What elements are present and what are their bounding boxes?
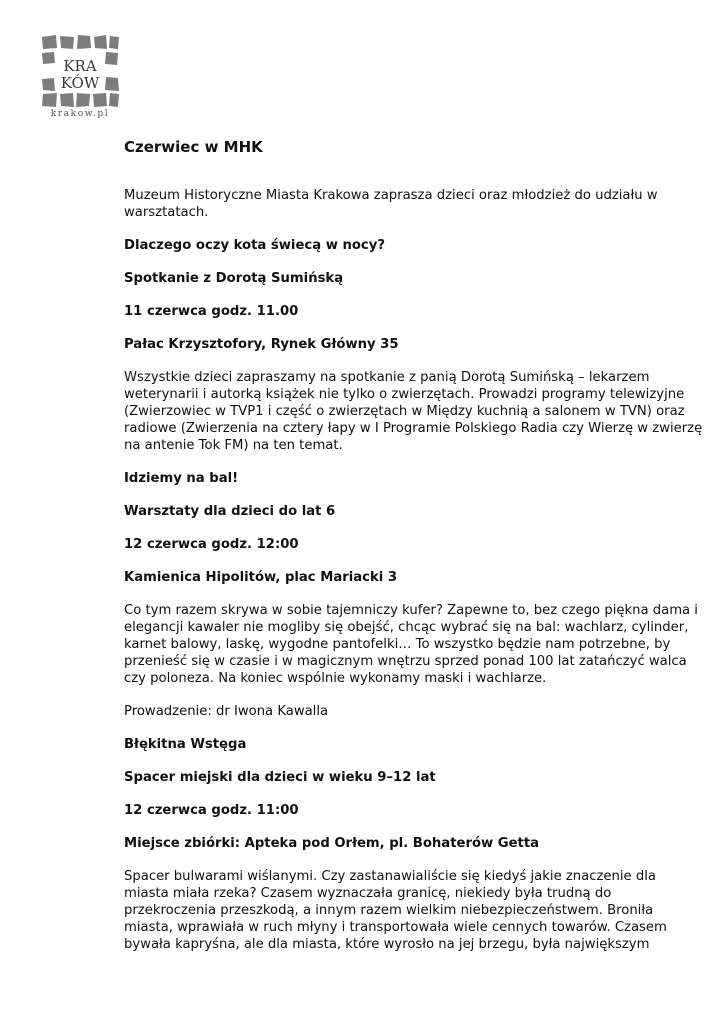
paragraph-list: [124, 187, 704, 953]
section-heading: Miejsce zbiórki: Apteka pod Orłem, pl. Bohaterów Getta: [124, 836, 540, 851]
section-heading: Spotkanie z Dorotą Sumińską: [124, 271, 344, 286]
section-heading: 12 czerwca godz. 12:00: [124, 537, 299, 552]
logo-caption: krakow.pl: [50, 109, 110, 119]
body-paragraph: Wszystkie dzieci zapraszamy na spotkanie z panią Dorotą Sumińską – lekarzem weterynarii i autorką książek nie tylko o zwierzętach. Prowadzi programy telewizyjne (Zwierzowiec w TVP1 i część o zwierzętach w Między kuchnią a salonem w TVN) oraz radiowe (Zwierzenia na cztery łapy w I Programie Polskiego Radia czy Wierzę w zwierzę na antenie Tok FM) na ten temat.: [124, 370, 703, 453]
section-heading: Spacer miejski dla dzieci w wieku 9–12 lat: [124, 770, 436, 785]
logo-mark: [40, 33, 120, 109]
section-heading: Dlaczego oczy kota świecą w nocy?: [124, 238, 385, 253]
body-paragraph: Co tym razem skrywa w sobie tajemniczy kufer? Zapewne to, bez czego piękna dama i elegancji kawaler nie mogliby się obejść, chcąc wybrać się na bal: wachlarz, cylinder, karnet balowy, laskę, wygodne pantofelki… To wszystko będzie nam potrzebne, by przenieść się w czasie i w magicznym wnętrzu sprzed ponad 100 lat zatańczyć walca czy poloneza. Na koniec wspólnie wykonamy maski i wachlarze.: [124, 603, 698, 686]
body-paragraph: Spacer bulwarami wiślanymi. Czy zastanawialiście się kiedyś jakie znaczenie dla miasta miała rzeka? Czasem wyznaczała granicę, niekiedy była trudną do przekroczenia przeszkodą, a innym razem wielkim niebezpieczeństwem. Broniła miasta, wprawiała w ruch młyny i transportowała wiele cennych towarów. Czasem bywała kapryśna, ale dla miasta, które wyrosło na jej brzegu, była największym: [124, 869, 667, 952]
section-heading: Warsztaty dla dzieci do lat 6: [124, 504, 336, 519]
svg-text:KRA: KRA: [63, 57, 97, 75]
document-title: Czerwiec w MHK: [124, 138, 263, 156]
section-heading: 12 czerwca godz. 11:00: [124, 803, 299, 818]
section-heading: Pałac Krzysztofory, Rynek Główny 35: [124, 337, 399, 352]
body-paragraph: Muzeum Historyczne Miasta Krakowa zaprasza dzieci oraz młodzież do udziału w warsztatach.: [124, 188, 658, 220]
section-heading: 11 czerwca godz. 11.00: [124, 304, 299, 319]
section-heading: Błękitna Wstęga: [124, 737, 247, 752]
body-paragraph: Prowadzenie: dr Iwona Kawalla: [124, 704, 329, 719]
svg-text:KÓW: KÓW: [60, 74, 100, 92]
krakow-logo: [40, 33, 120, 123]
section-heading: Idziemy na bal!: [124, 471, 239, 486]
document-body: [124, 137, 704, 969]
section-heading: Kamienica Hipolitów, plac Mariacki 3: [124, 570, 398, 585]
